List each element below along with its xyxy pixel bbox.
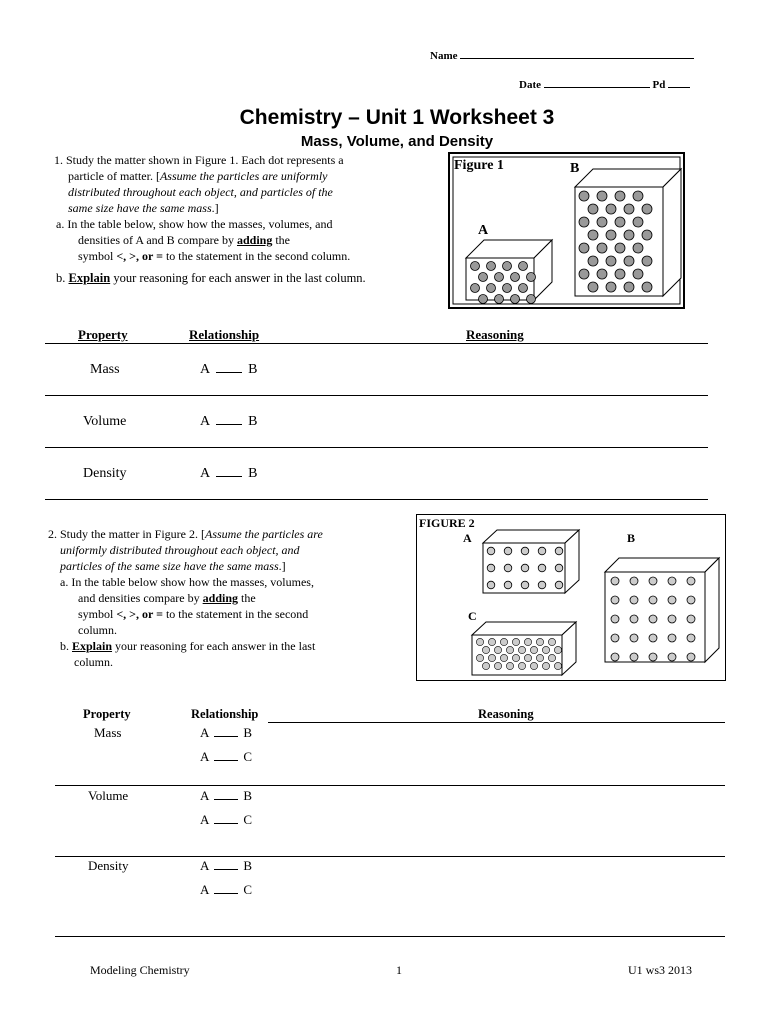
- particle-dot: [471, 284, 480, 293]
- particle-dot: [642, 256, 652, 266]
- table1-row-density-property: Density: [83, 466, 127, 481]
- particle-dot: [487, 564, 495, 572]
- particle-dot: [615, 243, 625, 253]
- particle-dot: [487, 581, 495, 589]
- particle-dot: [687, 653, 695, 661]
- particle-dot: [555, 564, 563, 572]
- particle-dot: [538, 564, 546, 572]
- particle-dot: [597, 243, 607, 253]
- particle-dot: [630, 596, 638, 604]
- particle-dot: [511, 295, 520, 304]
- particle-dot: [649, 596, 657, 604]
- particle-dot: [521, 564, 529, 572]
- particle-dot: [542, 646, 549, 653]
- particle-dot: [471, 262, 480, 271]
- particle-dot: [503, 284, 512, 293]
- particle-dot: [488, 654, 495, 661]
- table1-row-density-relationship[interactable]: A B: [200, 466, 258, 481]
- particle-dot: [519, 284, 528, 293]
- particle-dot: [687, 577, 695, 585]
- particle-dot: [606, 230, 616, 240]
- particle-dot: [668, 577, 676, 585]
- figure-2-label-a: A: [463, 531, 472, 545]
- particle-dot: [630, 634, 638, 642]
- particle-dot: [633, 269, 643, 279]
- particle-dot: [642, 230, 652, 240]
- date-label: Date: [519, 79, 541, 91]
- particle-dot: [611, 634, 619, 642]
- particle-dot: [649, 653, 657, 661]
- table1-row-mass-property: Mass: [90, 362, 120, 377]
- name-label: Name: [430, 50, 458, 62]
- particle-dot: [611, 596, 619, 604]
- table2-mass-ab[interactable]: A B: [200, 725, 253, 740]
- particle-dot: [548, 654, 555, 661]
- particle-dot: [542, 662, 549, 669]
- particle-dot: [668, 653, 676, 661]
- particle-dot: [597, 191, 607, 201]
- particle-dot: [615, 217, 625, 227]
- particle-dot: [630, 577, 638, 585]
- particle-dot: [524, 638, 531, 645]
- particle-dot: [487, 284, 496, 293]
- particle-dot: [503, 262, 512, 271]
- figure-2-box-b: [605, 558, 719, 662]
- table2-volume-ab[interactable]: A B: [200, 788, 253, 803]
- particle-dot: [597, 217, 607, 227]
- particle-dot: [588, 204, 598, 214]
- particle-dot: [649, 615, 657, 623]
- particle-dot: [615, 191, 625, 201]
- particle-dot: [554, 646, 561, 653]
- particle-dot: [495, 273, 504, 282]
- table2-header-reasoning: Reasoning: [478, 707, 534, 721]
- table2-density-ab[interactable]: A B: [200, 858, 253, 873]
- particle-dot: [504, 547, 512, 555]
- page-title: Chemistry – Unit 1 Worksheet 3: [239, 106, 555, 129]
- particle-dot: [606, 282, 616, 292]
- table2-mass-ac[interactable]: A C: [200, 749, 253, 764]
- q2-part-b: b. Explain your reasoning for each answer in the last: [60, 639, 316, 653]
- particle-dot: [518, 662, 525, 669]
- particle-dot: [518, 646, 525, 653]
- question-1: 1. Study the matter shown in Figure 1. Each dot represents a particle of matter. [Assume the particles are uniformly distributed throughout each object, and particles of the same size have the same mass.] a. In the table below, show how the masses, volumes, and densities of A and B compare by adding the symbol <, >, or = to the statement in the second column. b. Explain your reasoning for each answer in the last column.: [54, 152, 434, 286]
- table1-header-relationship: Relationship: [189, 327, 260, 342]
- table1-row-volume-relationship[interactable]: A B: [200, 414, 258, 429]
- table2-row-volume-property: Volume: [88, 788, 129, 803]
- particle-dot: [668, 615, 676, 623]
- table2-header-property: Property: [83, 707, 131, 721]
- q1-part-a: a. In the table below, show how the masses, volumes, and: [56, 217, 333, 231]
- particle-dot: [482, 662, 489, 669]
- particle-dot: [606, 204, 616, 214]
- figure-2-box-a: [483, 530, 579, 593]
- particle-dot: [488, 638, 495, 645]
- particle-dot: [487, 262, 496, 271]
- figure-1-box-a: [466, 240, 552, 304]
- figure-2-label-b: B: [627, 531, 636, 545]
- particle-dot: [633, 243, 643, 253]
- table1-row-volume-property: Volume: [83, 414, 127, 429]
- particle-dot: [494, 646, 501, 653]
- particle-dot: [579, 269, 589, 279]
- particle-dot: [615, 269, 625, 279]
- particle-dot: [611, 653, 619, 661]
- particle-dot: [668, 634, 676, 642]
- footer-left: Modeling Chemistry: [90, 963, 190, 977]
- particle-dot: [611, 615, 619, 623]
- figure-1-label-a: A: [478, 223, 489, 238]
- particle-dot: [579, 191, 589, 201]
- particle-dot: [633, 217, 643, 227]
- figure-1-label-b: B: [570, 161, 580, 176]
- particle-dot: [579, 217, 589, 227]
- particle-dot: [512, 638, 519, 645]
- particle-dot: [538, 547, 546, 555]
- particle-dot: [588, 256, 598, 266]
- table2-density-ac[interactable]: A C: [200, 882, 253, 897]
- particle-dot: [527, 295, 536, 304]
- particle-dot: [506, 646, 513, 653]
- particle-dot: [538, 581, 546, 589]
- particle-dot: [687, 634, 695, 642]
- particle-dot: [588, 230, 598, 240]
- pd-label: Pd: [652, 79, 666, 91]
- table2-row-density-property: Density: [88, 858, 129, 873]
- particle-dot: [554, 662, 561, 669]
- particle-dot: [524, 654, 531, 661]
- particle-dot: [555, 547, 563, 555]
- particle-dot: [479, 295, 488, 304]
- particle-dot: [668, 596, 676, 604]
- particle-dot: [597, 269, 607, 279]
- particle-dot: [530, 662, 537, 669]
- q1-intro: 1. Study the matter shown in Figure 1. Each dot represents a: [54, 153, 344, 167]
- particle-dot: [479, 273, 488, 282]
- table1-row-mass-relationship[interactable]: A B: [200, 362, 258, 377]
- name-line[interactable]: [430, 47, 694, 62]
- particle-dot: [555, 581, 563, 589]
- table1-header-reasoning: Reasoning: [466, 327, 524, 342]
- particle-dot: [506, 662, 513, 669]
- particle-dot: [633, 191, 643, 201]
- table1-header-property: Property: [78, 327, 128, 342]
- particle-dot: [530, 646, 537, 653]
- particle-dot: [606, 256, 616, 266]
- particle-dot: [649, 577, 657, 585]
- figure-2-box-c: [472, 622, 576, 675]
- q1-part-b: b. Explain your reasoning for each answer in the last column.: [56, 271, 366, 285]
- particle-dot: [624, 204, 634, 214]
- particle-dot: [500, 654, 507, 661]
- particle-dot: [521, 547, 529, 555]
- particle-dot: [500, 638, 507, 645]
- particle-dot: [624, 256, 634, 266]
- particle-dot: [487, 547, 495, 555]
- particle-dot: [512, 654, 519, 661]
- particle-dot: [630, 615, 638, 623]
- particle-dot: [521, 581, 529, 589]
- particle-dot: [642, 282, 652, 292]
- particle-dot: [624, 230, 634, 240]
- date-pd-line[interactable]: [519, 76, 690, 91]
- figure-1-title: Figure 1: [454, 158, 504, 173]
- particle-dot: [642, 204, 652, 214]
- particle-dot: [548, 638, 555, 645]
- table2-row-mass-property: Mass: [94, 725, 122, 740]
- particle-dot: [536, 654, 543, 661]
- particle-dot: [511, 273, 520, 282]
- particle-dot: [611, 577, 619, 585]
- page-subtitle: Mass, Volume, and Density: [300, 133, 494, 150]
- particle-dot: [588, 282, 598, 292]
- particle-dot: [687, 615, 695, 623]
- particle-dot: [536, 638, 543, 645]
- particle-dot: [476, 638, 483, 645]
- particle-dot: [495, 295, 504, 304]
- particle-dot: [504, 581, 512, 589]
- figure-2-title: FIGURE 2: [419, 516, 475, 530]
- particle-dot: [519, 262, 528, 271]
- table2-volume-ac[interactable]: A C: [200, 812, 253, 827]
- footer-right: U1 ws3 2013: [628, 963, 693, 977]
- particle-dot: [624, 282, 634, 292]
- q2-part-a: a. In the table below show how the masses, volumes,: [60, 575, 314, 589]
- figure-2-label-c: C: [468, 609, 477, 623]
- particle-dot: [482, 646, 489, 653]
- particle-dot: [494, 662, 501, 669]
- question-2: 2. Study the matter in Figure 2. [Assume the particles are uniformly distributed throughout each object, and particles of the same size have the same mass.] a. In the table below show how the masses, volumes, and densities compare by adding the symbol <, >, or = to the statement in the second column. b. Explain your reasoning for each answer in the last column.: [48, 526, 408, 670]
- particle-dot: [527, 273, 536, 282]
- particle-dot: [687, 596, 695, 604]
- particle-dot: [504, 564, 512, 572]
- page-number: 1: [396, 963, 402, 977]
- table2-header-relationship: Relationship: [191, 707, 259, 721]
- particle-dot: [579, 243, 589, 253]
- particle-dot: [476, 654, 483, 661]
- particle-dot: [649, 634, 657, 642]
- particle-dot: [630, 653, 638, 661]
- figure-1-box-b: [575, 169, 681, 296]
